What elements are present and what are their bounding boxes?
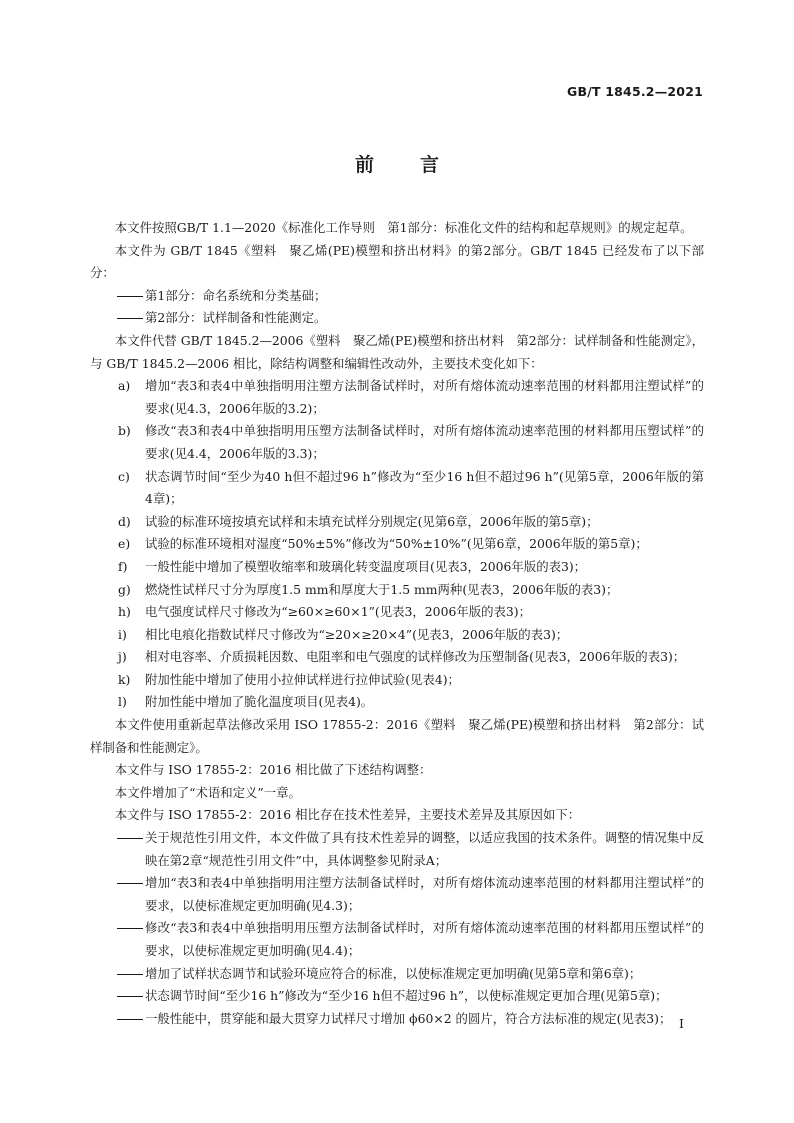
list-item	[90, 579, 704, 602]
list-item-text: 相比电痕化指数试样尺寸修改为“≥20×≥20×4”(见表3，2006年版的表3)；	[145, 626, 569, 642]
paragraph-structure-adjustment: 本文件与 ISO 17855-2：2016 相比做了下述结构调整：	[114, 762, 432, 778]
list-item: 增加“表3和表4中单独指明用注塑方法制备试样时，对所有熔体流动速率范围的材料都用注塑试样”的要求，以使标准规定更加明确(见4.3)；	[90, 872, 704, 917]
list-item-text: 试验的标准环境按填充试样和未填充试样分别规定(见第6章，2006年版的第5章)；	[145, 513, 599, 529]
list-item-part-2: 第2部分：试样制备和性能测定。	[90, 307, 704, 330]
list-marker: j)	[118, 649, 127, 665]
paragraph-iso-adoption: 本文件使用重新起草法修改采用 ISO 17855-2：2016《塑料 聚乙烯(PE)模塑和挤出材料 第2部分：试样制备和性能测定》。	[90, 717, 704, 755]
title-char-2: 言	[420, 154, 440, 176]
list-marker: d)	[118, 513, 131, 529]
list-item	[90, 511, 704, 534]
title-char-1: 前	[354, 154, 374, 176]
list-marker: c)	[118, 468, 130, 484]
differences-list	[90, 827, 704, 1030]
list-item	[90, 669, 704, 692]
list-item-text: 试验的标准环境相对湿度“50%±5%”修改为“50%±10%”(见第6章，2006年版的第5章)；	[145, 536, 648, 552]
list-item: 增加了试样状态调节和试验环境应符合的标准，以使标准规定更加明确(见第5章和第6章)；	[90, 963, 704, 986]
list-item-part-1: 第1部分：命名系统和分类基础；	[90, 285, 704, 308]
list-item	[90, 420, 704, 465]
list-item: 状态调节时间“至少16 h”修改为“至少16 h但不超过96 h”，以使标准规定更加合理(见第5章)；	[90, 985, 704, 1008]
list-item	[90, 466, 704, 511]
list-item-text: 附加性能中增加了使用小拉伸试样进行拉伸试验(见表4)；	[145, 671, 460, 687]
list-marker: k)	[118, 671, 131, 687]
list-item: 关于规范性引用文件，本文件做了具有技术性差异的调整，以适应我国的技术条件。调整的情况集中反映在第2章“规范性引用文件”中，具体调整参见附录A；	[90, 827, 704, 872]
list-item: 修改“表3和表4中单独指明用压塑方法制备试样时，对所有熔体流动速率范围的材料都用压塑试样”的要求，以使标准规定更加明确(见4.4)；	[90, 917, 704, 962]
list-item-text: 状态调节时间“至少为40 h但不超过96 h”修改为“至少16 h但不超过96 h”(见第5章，2006年版的第4章)；	[145, 468, 704, 507]
list-item	[90, 624, 704, 647]
standard-code: GB/T 1845.2—2021	[567, 84, 703, 99]
paragraph-drafting-rules: 本文件按照GB/T 1.1—2020《标准化工作导则 第1部分：标准化文件的结构和起草规则》的规定起草。	[114, 220, 693, 235]
list-item-text: 电气强度试样尺寸修改为“≥60×≥60×1”(见表3，2006年版的表3)；	[145, 604, 532, 620]
list-item-text: 增加“表3和表4中单独指明用注塑方法制备试样时，对所有熔体流动速率范围的材料都用注塑试样”的要求(见4.3，2006年版的3.2)；	[145, 378, 704, 416]
list-marker: g)	[118, 581, 131, 597]
foreword-body	[90, 217, 704, 1030]
list-item	[90, 646, 704, 669]
page-title	[0, 150, 794, 177]
paragraph-series-parts: 本文件为 GB/T 1845《塑料 聚乙烯(PE)模塑和挤出材料》的第2部分。GB/T 1845 已经发布了以下部分：	[90, 242, 704, 281]
list-item	[90, 533, 704, 556]
list-marker: a)	[118, 378, 131, 394]
page-number: I	[679, 1016, 684, 1031]
paragraph-technical-differences: 本文件与 ISO 17855-2：2016 相比存在技术性差异，主要技术差异及其原因如下：	[114, 807, 581, 823]
list-item	[90, 375, 704, 420]
list-item-text: 相对电容率、介质损耗因数、电阻率和电气强度的试样修改为压塑制备(见表3，2006年版的表3)；	[145, 649, 686, 665]
list-item: 一般性能中，贯穿能和最大贯穿力试样尺寸增加 ϕ60×2 的圆片，符合方法标准的规定(见表3)；	[90, 1008, 704, 1031]
paragraph-replacement: 本文件代替 GB/T 1845.2—2006《塑料 聚乙烯(PE)模塑和挤出材料 第2部分：试样制备和性能测定》，与 GB/T 1845.2—2006 相比，除结构调整和编辑性改动外，主要技术变化如下：	[90, 332, 704, 371]
list-marker: l)	[118, 694, 127, 710]
list-item-text: 一般性能中增加了模塑收缩率和玻璃化转变温度项目(见表3，2006年版的表3)；	[145, 558, 587, 574]
list-marker: f)	[118, 558, 128, 574]
list-item	[90, 601, 704, 624]
list-marker: h)	[118, 604, 131, 620]
list-item-text: 燃烧性试样尺寸分为厚度1.5 mm和厚度大于1.5 mm两种(见表3，2006年版的表3)；	[145, 581, 619, 597]
list-item-text: 附加性能中增加了脆化温度项目(见表4)。	[145, 694, 374, 710]
list-marker: b)	[118, 423, 131, 439]
list-item	[90, 556, 704, 579]
list-item	[90, 691, 704, 714]
changes-list	[90, 375, 704, 714]
paragraph-terms-added: 本文件增加了“术语和定义”一章。	[114, 784, 301, 800]
list-marker: e)	[118, 536, 131, 552]
list-item-text: 修改“表3和表4中单独指明用压塑方法制备试样时，对所有熔体流动速率范围的材料都用压塑试样”的要求(见4.4，2006年版的3.3)；	[145, 423, 704, 461]
list-marker: i)	[118, 626, 127, 642]
